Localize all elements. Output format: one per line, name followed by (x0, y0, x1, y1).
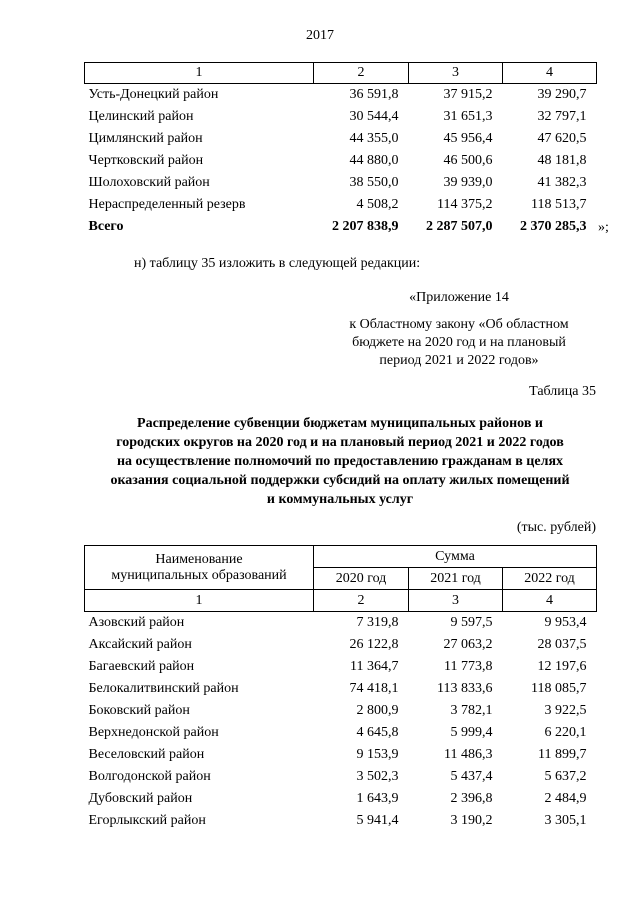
table-row (85, 810, 597, 832)
table-row (85, 150, 597, 172)
table-row (85, 656, 597, 678)
table-row (85, 194, 597, 216)
district-name: Верхнедонской район (88, 725, 219, 740)
column-number: 3 (409, 590, 503, 612)
value-cell: 11 899,7 (538, 747, 587, 762)
value-cell: 114 375,2 (437, 197, 493, 212)
value-cell: 4 508,2 (356, 197, 399, 212)
value-cell: 26 122,8 (349, 637, 399, 652)
district-name: Веселовский район (88, 747, 205, 762)
column-number: 1 (85, 63, 314, 84)
column-number: 4 (503, 590, 597, 612)
value-cell: 5 999,4 (450, 725, 493, 740)
appendix-title: «Приложение 14 (409, 290, 509, 305)
total-value: 2 370 285,3 (520, 219, 587, 234)
value-cell: 46 500,6 (443, 153, 493, 168)
table-row (85, 106, 597, 128)
value-cell: 2 484,9 (544, 791, 587, 806)
instruction-text: н) таблицу 35 изложить в следующей редакции: (134, 256, 421, 271)
value-cell: 47 620,5 (537, 131, 587, 146)
value-cell: 118 513,7 (531, 197, 587, 212)
name-column-header (85, 546, 314, 590)
district-name: Азовский район (88, 615, 185, 630)
total-value: 2 207 838,9 (332, 219, 399, 234)
value-cell: 3 305,1 (544, 813, 587, 828)
column-number-row (85, 590, 597, 612)
sum-column-header: Сумма (314, 546, 597, 568)
value-cell: 74 418,1 (349, 681, 399, 696)
units-label: (тыс. рублей) (516, 520, 596, 535)
value-cell: 31 651,3 (443, 109, 493, 124)
page-number: 2017 (306, 28, 334, 43)
value-cell: 11 773,8 (444, 659, 493, 674)
value-cell: 48 181,8 (537, 153, 587, 168)
total-row (85, 216, 597, 238)
subvention-table (84, 545, 597, 832)
column-number: 3 (409, 63, 503, 84)
district-name: Чертковский район (88, 153, 204, 168)
header-row (85, 546, 597, 568)
table-row (85, 788, 597, 810)
column-number: 4 (503, 63, 597, 84)
value-cell: 39 290,7 (537, 87, 587, 102)
district-name: Усть-Донецкий район (88, 87, 219, 102)
table-row (85, 744, 597, 766)
value-cell: 5 437,4 (450, 769, 493, 784)
value-cell: 3 922,5 (544, 703, 587, 718)
heading-line: городских округов на 2020 год и на плановый период 2021 и 2022 годов (116, 435, 564, 450)
value-cell: 7 319,8 (356, 615, 399, 630)
table-row (85, 172, 597, 194)
value-cell: 9 153,9 (356, 747, 399, 762)
table-row (85, 700, 597, 722)
value-cell: 44 880,0 (349, 153, 399, 168)
column-number: 1 (85, 590, 314, 612)
value-cell: 32 797,1 (537, 109, 587, 124)
value-cell: 3 782,1 (450, 703, 493, 718)
value-cell: 28 037,5 (537, 637, 587, 652)
value-cell: 2 396,8 (450, 791, 493, 806)
value-cell: 3 190,2 (450, 813, 493, 828)
value-cell: 30 544,4 (349, 109, 399, 124)
value-cell: 39 939,0 (443, 175, 493, 190)
value-cell: 11 486,3 (444, 747, 493, 762)
header-line: Наименование (155, 551, 243, 567)
value-cell: 11 364,7 (350, 659, 399, 674)
value-cell: 2 800,9 (356, 703, 399, 718)
value-cell: 113 833,6 (437, 681, 493, 696)
district-name: Аксайский район (88, 637, 192, 652)
value-cell: 45 956,4 (443, 131, 493, 146)
year-header: 2022 год (503, 568, 597, 590)
total-value: 2 287 507,0 (426, 219, 493, 234)
appendix-reference (330, 316, 588, 370)
district-name: Егорлыкский район (88, 813, 206, 828)
appendix-line: бюджете на 2020 год и на плановый (352, 335, 566, 350)
district-name: Шолоховский район (88, 175, 210, 190)
value-cell: 5 941,4 (356, 813, 399, 828)
district-name: Волгодонской район (88, 769, 211, 784)
budget-table-continued (84, 62, 597, 238)
table-label: Таблица 35 (529, 384, 596, 399)
column-number-row (85, 63, 597, 84)
table-row (85, 84, 597, 107)
value-cell: 36 591,8 (349, 87, 399, 102)
value-cell: 41 382,3 (537, 175, 587, 190)
district-name: Багаевский район (88, 659, 195, 674)
value-cell: 3 502,3 (356, 769, 399, 784)
year-header: 2021 год (409, 568, 503, 590)
total-label: Всего (88, 219, 124, 234)
value-cell: 38 550,0 (349, 175, 399, 190)
heading-line: оказания социальной поддержки субсидий на оплату жилых помещений (110, 473, 570, 488)
district-name: Цимлянский район (88, 131, 203, 146)
table-row (85, 722, 597, 744)
value-cell: 118 085,7 (531, 681, 587, 696)
year-header: 2020 год (314, 568, 409, 590)
column-number: 2 (314, 63, 409, 84)
appendix-line: к Областному закону «Об областном (349, 317, 569, 332)
heading-line: Распределение субвенции бюджетам муниципальных районов и (137, 416, 543, 431)
value-cell: 9 597,5 (450, 615, 493, 630)
heading-line: на осуществление полномочий по предоставлению гражданам в целях (116, 454, 564, 469)
closing-quote: »; (598, 220, 609, 235)
district-name: Боковский район (88, 703, 190, 718)
table-heading (90, 414, 590, 509)
district-name: Целинский район (88, 109, 194, 124)
district-name: Нераспределенный резерв (88, 197, 246, 212)
value-cell: 1 643,9 (356, 791, 399, 806)
table-row (85, 634, 597, 656)
table-row (85, 612, 597, 635)
value-cell: 12 197,6 (537, 659, 587, 674)
value-cell: 4 645,8 (356, 725, 399, 740)
header-line: муниципальных образований (111, 567, 287, 583)
column-number: 2 (314, 590, 409, 612)
table-row (85, 678, 597, 700)
value-cell: 9 953,4 (544, 615, 587, 630)
value-cell: 37 915,2 (443, 87, 493, 102)
table-row (85, 128, 597, 150)
table-row (85, 766, 597, 788)
value-cell: 6 220,1 (544, 725, 587, 740)
value-cell: 44 355,0 (349, 131, 399, 146)
appendix-line: период 2021 и 2022 годов» (379, 353, 539, 368)
district-name: Дубовский район (88, 791, 193, 806)
value-cell: 27 063,2 (443, 637, 493, 652)
heading-line: и коммунальных услуг (266, 492, 414, 507)
district-name: Белокалитвинский район (88, 681, 239, 696)
value-cell: 5 637,2 (544, 769, 587, 784)
